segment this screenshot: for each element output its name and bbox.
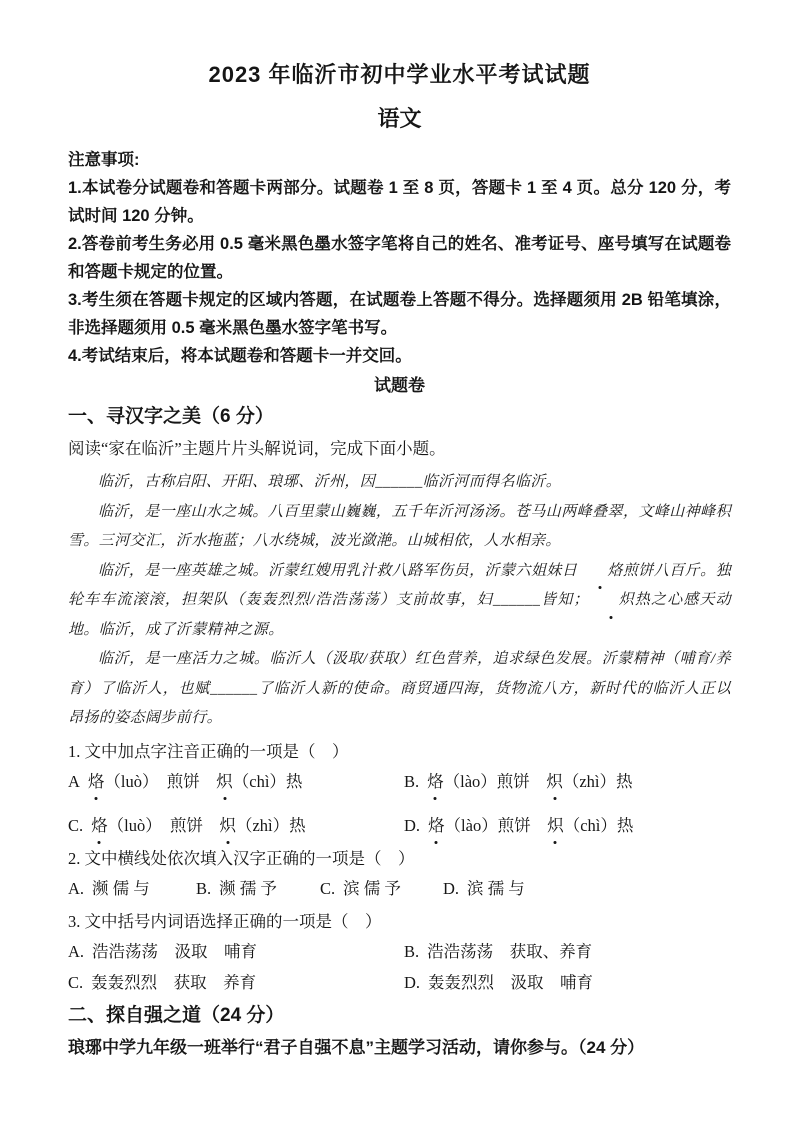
question-3-option-b xyxy=(404,937,731,967)
option-text: 浩浩荡荡 获取、养育 xyxy=(427,941,593,961)
passage-paragraph-4: 临沂，是一座活力之城。临沂人（汲取/获取）红色营养，追求绿色发展。沂蒙精神（哺育/养育）了临沂人，也赋______了临沂人新的使命。商贸通四海，货物流八方，新时代的临沂人正以昂扬的姿态阔步前行。 xyxy=(68,651,731,726)
subject-title: 语文 xyxy=(377,106,422,131)
question-2 xyxy=(68,843,731,904)
question-2-stem: 2. 文中横线处依次填入汉字正确的一项是（ ） xyxy=(68,848,415,868)
notice-item-1: 1.本试卷分试题卷和答题卡两部分。试题卷 1 至 8 页，答题卡 1 至 4 页。总分 120 分，考试时间 120 分钟。 xyxy=(68,179,731,225)
section2-heading: 二、探自强之道（24 分） xyxy=(68,1004,285,1026)
page-title: 2023 年临沂市初中学业水平考试试题 xyxy=(208,62,591,87)
question-1-stem: 1. 文中加点字注音正确的一项是（ ） xyxy=(68,741,349,761)
notice-item-2: 2.答卷前考生务必用 0.5 毫米黑色墨水签字笔将自己的姓名、准考证号、座号填写在试题卷和答题卡规定的位置。 xyxy=(68,235,731,281)
option-label: B. xyxy=(404,771,420,791)
question-2-option-a xyxy=(68,874,196,904)
notices-section xyxy=(68,146,731,370)
notice-item-4: 4.考试结束后，将本试题卷和答题卡一并交回。 xyxy=(68,347,412,365)
section1-intro: 阅读“家在临沂”主题片片头解说词，完成下面小题。 xyxy=(68,439,446,458)
option-text: 轰轰烈烈 汲取 哺育 xyxy=(428,972,594,992)
question-2-option-c xyxy=(320,874,443,904)
question-3-option-a xyxy=(68,937,404,967)
question-1-options xyxy=(68,767,731,841)
option-label: B. xyxy=(196,878,212,898)
question-1-option-d xyxy=(404,811,731,841)
passage-paragraph-1: 临沂，古称启阳、开阳、琅琊、沂州，因______临沂河而得名临沂。 xyxy=(98,474,562,490)
question-3-option-d xyxy=(404,968,731,998)
option-label: B. xyxy=(404,941,420,961)
question-2-option-d xyxy=(443,874,731,904)
notices-heading: 注意事项: xyxy=(68,151,140,169)
question-3 xyxy=(68,906,731,998)
reading-passage xyxy=(68,468,731,734)
section1-heading: 一、寻汉字之美（6 分） xyxy=(68,406,274,427)
option-text: 烙（lào）煎饼 炽（zhì）热 xyxy=(427,772,632,791)
paper-label: 试题卷 xyxy=(374,376,425,395)
question-1 xyxy=(68,736,731,841)
option-label: C. xyxy=(320,878,336,898)
option-label: A xyxy=(68,771,80,791)
option-text: 浩浩荡荡 汲取 哺育 xyxy=(92,941,258,961)
passage-paragraph-3: 临沂，是一座英雄之城。沂蒙红嫂用乳汁救八路军伤员，沂蒙六姐妹日 烙煎饼八百斤。独轮车车流滚滚，担架队（轰轰烈烈/浩浩荡荡）支前故事，妇______皆知； 炽热之心感天动地。临沂，成了沂蒙精神之源。 xyxy=(68,557,731,646)
option-label: A. xyxy=(68,941,85,961)
notice-item-3: 3.考生须在答题卡规定的区域内答题，在试题卷上答题不得分。选择题须用 2B 铅笔填涂，非选择题须用 0.5 毫米黑色墨水签字笔书写。 xyxy=(68,291,731,337)
passage-paragraph-2: 临沂，是一座山水之城。八百里蒙山巍巍，五千年沂河汤汤。苍马山两峰叠翠，文峰山神峰积雪。三河交汇，沂水拖蓝；八水绕城，波光潋滟。山城相依，人水相亲。 xyxy=(68,503,731,549)
question-3-stem: 3. 文中括号内词语选择正确的一项是（ ） xyxy=(68,911,382,931)
question-3-option-c xyxy=(68,968,404,998)
option-label: D. xyxy=(404,815,421,835)
option-text: 轰轰烈烈 获取 养育 xyxy=(91,972,257,992)
question-2-options xyxy=(68,874,731,904)
question-3-options xyxy=(68,937,731,998)
option-text: 濒 孺 予 xyxy=(219,878,277,898)
option-text: 滨 儒 予 xyxy=(343,878,401,898)
question-1-option-c xyxy=(68,811,404,841)
option-label: C. xyxy=(68,815,84,835)
option-label: D. xyxy=(404,972,421,992)
option-text: 濒 儒 与 xyxy=(92,878,150,898)
option-text: 烙（luò） 煎饼 炽（zhì）热 xyxy=(91,816,306,835)
section2-intro: 琅琊中学九年级一班举行“君子自强不息”主题学习活动，请你参与。（24 分） xyxy=(68,1037,645,1057)
option-label: C. xyxy=(68,972,84,992)
question-2-option-b xyxy=(196,874,320,904)
option-label: A. xyxy=(68,878,85,898)
option-text: 烙（lào）煎饼 炽（chì）热 xyxy=(428,816,633,835)
option-text: 滨 孺 与 xyxy=(467,878,525,898)
question-1-option-a xyxy=(68,767,404,797)
option-text: 烙（luò） 煎饼 炽（chì）热 xyxy=(88,772,303,791)
option-label: D. xyxy=(443,878,460,898)
question-1-option-b xyxy=(404,767,731,797)
